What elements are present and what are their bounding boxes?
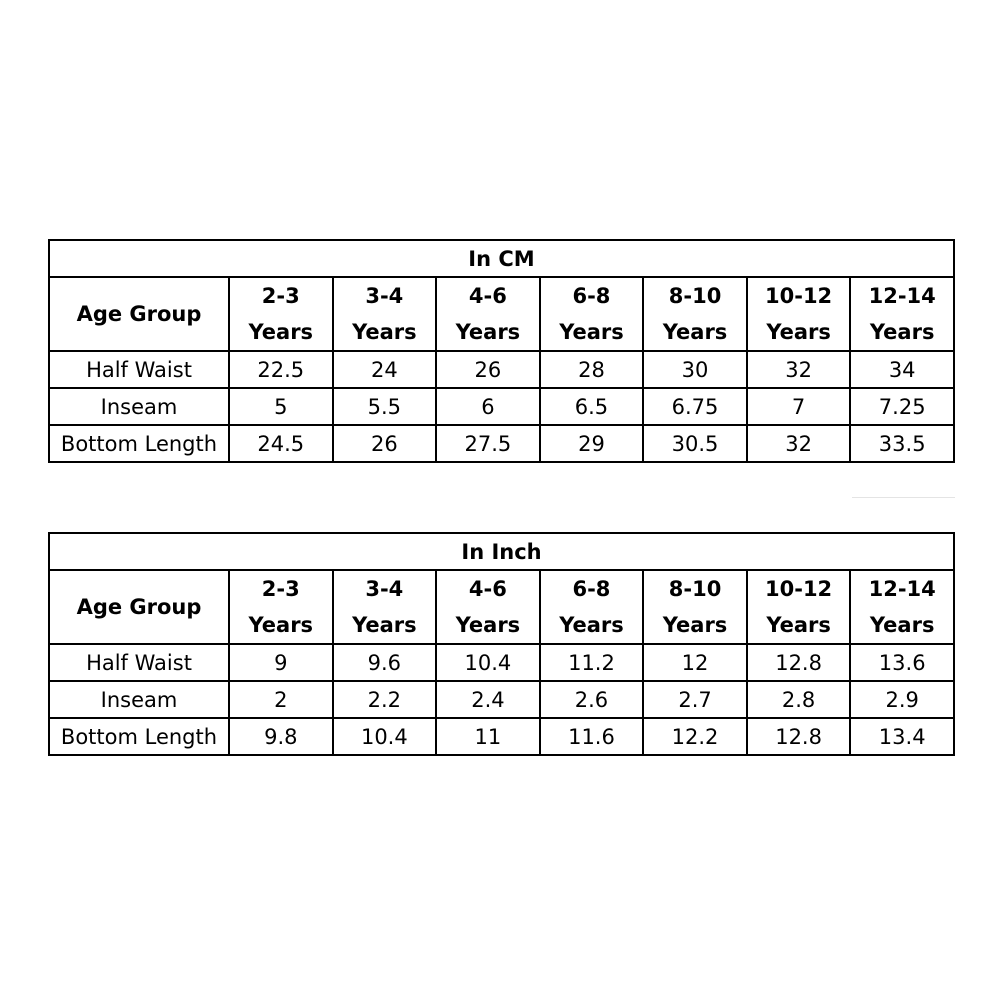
age-column-header xyxy=(643,570,747,644)
age-range: 3-4 xyxy=(365,284,404,308)
table-title: In CM xyxy=(49,240,954,277)
age-range: 8-10 xyxy=(668,284,722,308)
table-cell: 2.2 xyxy=(333,681,437,718)
table-cell: 13.6 xyxy=(850,644,954,681)
row-label: Half Waist xyxy=(49,644,229,681)
age-unit: Years xyxy=(559,613,624,637)
age-column-header xyxy=(333,570,437,644)
age-unit: Years xyxy=(662,320,728,344)
age-unit: Years xyxy=(455,320,521,344)
table-title-row xyxy=(49,533,954,570)
row-label: Bottom Length xyxy=(49,425,229,462)
row-label: Inseam xyxy=(49,681,229,718)
table-cell: 22.5 xyxy=(229,351,333,388)
size-table-cm xyxy=(48,239,955,463)
age-column-header xyxy=(747,277,851,351)
age-column-header xyxy=(333,277,437,351)
table-cell: 12.8 xyxy=(747,718,851,755)
table-row xyxy=(49,681,954,718)
table-cell: 11.6 xyxy=(540,718,644,755)
table-cell: 2.7 xyxy=(643,681,747,718)
size-table-inch xyxy=(48,532,955,756)
table-cell: 27.5 xyxy=(436,425,540,462)
table-cell: 9.8 xyxy=(229,718,333,755)
table-cell: 24 xyxy=(333,351,437,388)
age-unit: Years xyxy=(559,320,624,344)
table-cell: 9.6 xyxy=(333,644,437,681)
age-column-header xyxy=(850,277,954,351)
age-column-header xyxy=(540,277,644,351)
age-unit: Years xyxy=(869,320,935,344)
age-unit: Years xyxy=(352,320,417,344)
age-unit: Years xyxy=(766,320,831,344)
table-cell: 10.4 xyxy=(436,644,540,681)
table-cell: 2.9 xyxy=(850,681,954,718)
table-cell: 6.5 xyxy=(540,388,644,425)
age-column-header xyxy=(436,570,540,644)
age-range: 10-12 xyxy=(765,577,833,601)
table-title-row xyxy=(49,240,954,277)
age-range: 3-4 xyxy=(365,577,404,601)
age-column-header xyxy=(229,570,333,644)
table-cell: 12 xyxy=(643,644,747,681)
row-label: Inseam xyxy=(49,388,229,425)
age-header-row xyxy=(49,570,954,644)
table-cell: 13.4 xyxy=(850,718,954,755)
table-cell: 2.8 xyxy=(747,681,851,718)
table-cell: 32 xyxy=(747,425,851,462)
age-column-header xyxy=(229,277,333,351)
age-range: 12-14 xyxy=(868,284,936,308)
table-cell: 29 xyxy=(540,425,644,462)
age-range: 2-3 xyxy=(261,284,300,308)
age-range: 4-6 xyxy=(468,577,507,601)
table-row xyxy=(49,644,954,681)
divider-line xyxy=(852,497,955,498)
age-column-header xyxy=(540,570,644,644)
age-unit: Years xyxy=(248,613,314,637)
table-cell: 10.4 xyxy=(333,718,437,755)
table-cell: 6 xyxy=(436,388,540,425)
age-range: 8-10 xyxy=(668,577,722,601)
table-cell: 6.75 xyxy=(643,388,747,425)
table-cell: 9 xyxy=(229,644,333,681)
table-cell: 30.5 xyxy=(643,425,747,462)
age-range: 2-3 xyxy=(261,577,300,601)
table-cell: 2.6 xyxy=(540,681,644,718)
table-cell: 26 xyxy=(436,351,540,388)
table-row xyxy=(49,425,954,462)
age-range: 4-6 xyxy=(468,284,507,308)
table-cell: 2.4 xyxy=(436,681,540,718)
table-cell: 26 xyxy=(333,425,437,462)
table-cell: 24.5 xyxy=(229,425,333,462)
table-row xyxy=(49,388,954,425)
table-cell: 7 xyxy=(747,388,851,425)
table-cell: 11 xyxy=(436,718,540,755)
table-row xyxy=(49,351,954,388)
age-range: 10-12 xyxy=(765,284,833,308)
age-unit: Years xyxy=(869,613,935,637)
row-label: Half Waist xyxy=(49,351,229,388)
age-column-header xyxy=(747,570,851,644)
age-range: 6-8 xyxy=(572,577,611,601)
table-cell: 5 xyxy=(229,388,333,425)
table-cell: 34 xyxy=(850,351,954,388)
table-cell: 28 xyxy=(540,351,644,388)
table-cell: 32 xyxy=(747,351,851,388)
age-column-header xyxy=(436,277,540,351)
age-unit: Years xyxy=(248,320,314,344)
table-cell: 33.5 xyxy=(850,425,954,462)
table-cell: 30 xyxy=(643,351,747,388)
table-row xyxy=(49,718,954,755)
table-cell: 12.2 xyxy=(643,718,747,755)
age-group-header: Age Group xyxy=(49,570,229,644)
table-title: In Inch xyxy=(49,533,954,570)
age-range: 6-8 xyxy=(572,284,611,308)
age-unit: Years xyxy=(766,613,831,637)
table-cell: 11.2 xyxy=(540,644,644,681)
age-column-header xyxy=(643,277,747,351)
age-range: 12-14 xyxy=(868,577,936,601)
table-cell: 2 xyxy=(229,681,333,718)
age-unit: Years xyxy=(662,613,728,637)
age-unit: Years xyxy=(352,613,417,637)
age-unit: Years xyxy=(455,613,521,637)
age-group-header: Age Group xyxy=(49,277,229,351)
table-cell: 12.8 xyxy=(747,644,851,681)
row-label: Bottom Length xyxy=(49,718,229,755)
table-cell: 7.25 xyxy=(850,388,954,425)
age-column-header xyxy=(850,570,954,644)
table-cell: 5.5 xyxy=(333,388,437,425)
age-header-row xyxy=(49,277,954,351)
